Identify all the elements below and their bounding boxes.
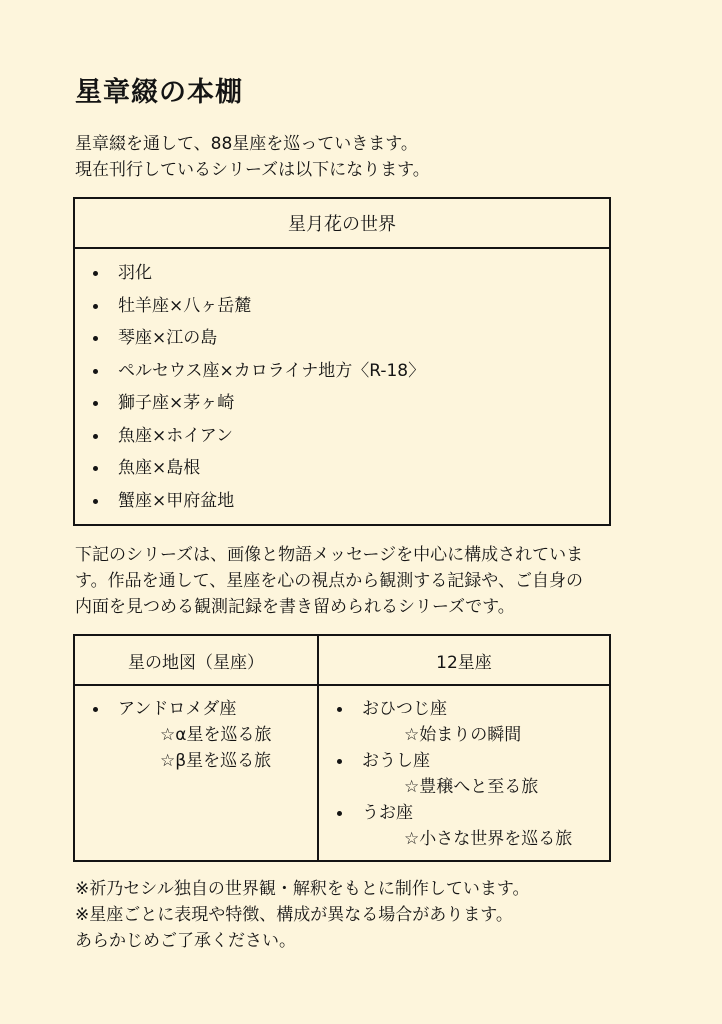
list-item-label: 羽化 bbox=[118, 263, 152, 283]
intro-line: 現在刊行しているシリーズは以下になります。 bbox=[75, 160, 430, 180]
list-item bbox=[319, 800, 609, 826]
list-item bbox=[75, 485, 609, 518]
description-line: 下記のシリーズは、画像と物語メッセージを中心に構成されていま bbox=[75, 545, 584, 565]
list-item bbox=[75, 696, 317, 722]
series-list bbox=[75, 249, 609, 517]
description-line: 内面を見つめる観測記録を書き留められるシリーズです。 bbox=[75, 597, 515, 617]
bullet-icon bbox=[337, 811, 342, 816]
list-item-label: 魚座×島根 bbox=[118, 458, 201, 478]
note-line: ※祈乃セシル独自の世界観・解釈をもとに制作しています。 bbox=[75, 879, 530, 899]
list-item-label: ペルセウス座×カロライナ地方〈R-18〉 bbox=[118, 360, 426, 381]
column-list bbox=[75, 686, 317, 774]
bullet-icon bbox=[93, 401, 98, 406]
sub-item: ☆α星を巡る旅 bbox=[160, 725, 272, 745]
list-item-label: おうし座 bbox=[362, 751, 430, 771]
column-star-map bbox=[75, 636, 319, 860]
list-item bbox=[319, 748, 609, 774]
column-header: 12星座 bbox=[319, 636, 609, 686]
list-item-label: 牡羊座×八ヶ岳麓 bbox=[118, 295, 252, 316]
bullet-icon bbox=[93, 369, 98, 374]
bullet-icon bbox=[93, 336, 98, 341]
series-table-seigetsuka bbox=[73, 197, 611, 526]
column-header: 星の地図（星座） bbox=[75, 636, 317, 686]
bullet-icon bbox=[93, 271, 98, 276]
bullet-icon bbox=[93, 304, 98, 309]
list-item-label: アンドロメダ座 bbox=[118, 699, 237, 719]
sub-item: ☆小さな世界を巡る旅 bbox=[404, 829, 573, 849]
intro-text bbox=[75, 131, 430, 183]
series-table-constellations bbox=[73, 634, 611, 862]
notes-text bbox=[75, 876, 529, 954]
list-item bbox=[75, 387, 609, 420]
list-item bbox=[75, 257, 609, 290]
table-columns bbox=[75, 636, 609, 860]
list-item bbox=[75, 355, 609, 388]
list-item-label: 獅子座×茅ヶ崎 bbox=[118, 393, 235, 413]
bullet-icon bbox=[93, 434, 98, 439]
list-item-label: おひつじ座 bbox=[362, 699, 447, 719]
list-item bbox=[75, 322, 609, 355]
sub-item: ☆始まりの瞬間 bbox=[404, 725, 522, 745]
list-item bbox=[319, 696, 609, 722]
bullet-icon bbox=[337, 759, 342, 764]
note-line: ※星座ごとに表現や特徴、構成が異なる場合があります。 bbox=[75, 905, 513, 925]
description-line: す。作品を通して、星座を心の視点から観測する記録や、ご自身の bbox=[75, 571, 583, 591]
list-item-label: 蟹座×甲府盆地 bbox=[118, 490, 235, 511]
note-line: あらかじめご了承ください。 bbox=[75, 931, 296, 951]
bullet-icon bbox=[93, 466, 98, 471]
series-header: 星月花の世界 bbox=[75, 199, 609, 249]
sub-item: ☆β星を巡る旅 bbox=[160, 751, 272, 771]
list-item-label: 琴座×江の島 bbox=[118, 328, 218, 348]
bullet-icon bbox=[93, 707, 98, 712]
list-item-label: 魚座×ホイアン bbox=[118, 425, 234, 446]
list-item bbox=[75, 420, 609, 453]
list-item-label: うお座 bbox=[362, 803, 413, 823]
bullet-icon bbox=[337, 707, 342, 712]
bullet-icon bbox=[93, 499, 98, 504]
sub-item: ☆豊穣へと至る旅 bbox=[404, 777, 539, 797]
column-list bbox=[319, 686, 609, 852]
column-zodiac bbox=[319, 636, 609, 860]
intro-line: 星章綴を通して、88星座を巡っていきます。 bbox=[75, 134, 418, 154]
list-item bbox=[75, 290, 609, 323]
list-item bbox=[75, 452, 609, 485]
description-text bbox=[75, 542, 650, 620]
page-title: 星章綴の本棚 bbox=[75, 77, 243, 108]
